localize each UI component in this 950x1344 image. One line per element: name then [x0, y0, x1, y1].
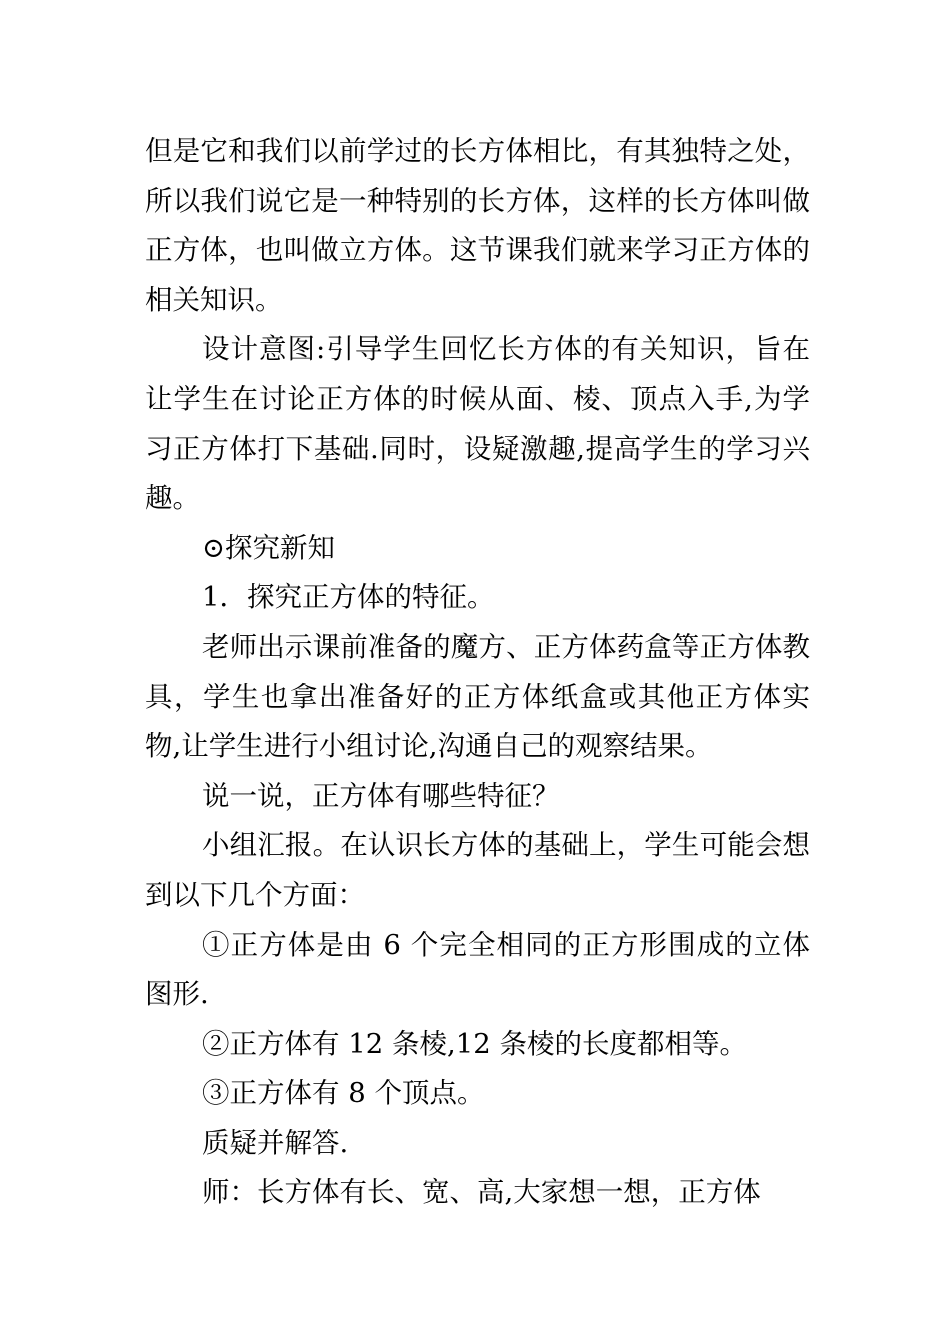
list-item-faces: ①正方体是由 6 个完全相同的正方形围成的立体图形.: [145, 928, 810, 1011]
paragraph-teacher-question: 师：长方体有长、宽、高,大家想一想，正方体: [202, 1176, 761, 1209]
paragraph-teacher-demo: 老师出示课前准备的魔方、正方体药盒等正方体教具，学生也拿出准备好的正方体纸盒或其他正方体实物,让学生进行小组讨论,沟通自己的观察结果。: [145, 630, 810, 763]
list-item-edges: ②正方体有 12 条棱,12 条棱的长度都相等。: [202, 1027, 747, 1060]
paragraph-question-answer: 质疑并解答.: [202, 1126, 349, 1159]
document-page: [145, 127, 810, 1218]
paragraph-group-report: 小组汇报。在认识长方体的基础上，学生可能会想到以下几个方面：: [145, 829, 810, 911]
subheading-cube-features: 1．探究正方体的特征。: [202, 581, 495, 614]
paragraph-design-intent: 设计意图:引导学生回忆长方体的有关知识，旨在让学生在讨论正方体的时候从面、棱、顶点入手,为学习正方体打下基础.同时，设疑激趣,提高学生的学习兴趣。: [145, 333, 810, 515]
paragraph-intro-continuation: 但是它和我们以前学过的长方体相比，有其独特之处，所以我们说它是一种特别的长方体，这样的长方体叫做正方体，也叫做立方体。这节课我们就来学习正方体的相关知识。: [145, 135, 810, 316]
list-item-vertices: ③正方体有 8 个顶点。: [202, 1077, 485, 1110]
section-heading-explore: ⊙探究新知: [202, 531, 336, 564]
paragraph-discussion-prompt: 说一说，正方体有哪些特征？: [202, 779, 560, 812]
